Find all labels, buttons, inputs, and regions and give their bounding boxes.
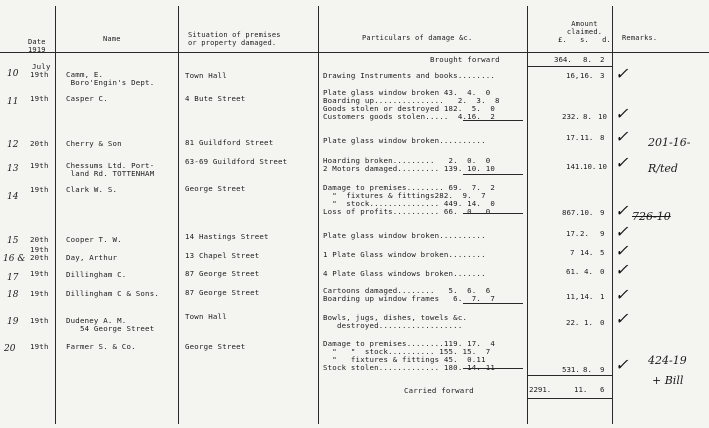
- column-rule-particulars: [527, 6, 528, 424]
- entry-name: Chessums Ltd. Port- land Rd. TOTTENHAM: [66, 161, 155, 178]
- entry-day: 19th: [30, 289, 49, 298]
- entry-day: 19th: [30, 185, 49, 194]
- entry-index: 13: [7, 164, 19, 174]
- entry-name: Day, Arthur: [66, 253, 118, 262]
- entry-name: Camm, E. Boro'Engin's Dept.: [66, 70, 155, 87]
- column-rule-situation: [318, 6, 319, 424]
- entry-name: Dillingham C.: [66, 270, 127, 279]
- entry-name: Dillingham C & Sons.: [66, 289, 159, 298]
- entry-shillings: 10.: [580, 208, 594, 217]
- entry-pounds: 11,: [566, 292, 580, 301]
- entry-particulars: 4 Plate Glass windows broken.......: [323, 269, 486, 278]
- entry-pence: 9: [600, 365, 605, 374]
- checkmark-icon: ✓: [615, 201, 629, 220]
- entry-particulars: Plate glass window broken..........: [323, 136, 486, 145]
- entry-shillings: 14.: [580, 248, 594, 257]
- entry-name: Cherry & Son: [66, 139, 122, 148]
- entry-particulars: Cartoons damaged........ 5. 6. 6 Boarding up window frames 6. 7. 7: [323, 286, 496, 303]
- entry-day: 19th: [30, 269, 49, 278]
- entry-index: 14: [7, 192, 19, 202]
- entry-day: 20th: [30, 235, 49, 244]
- margin-note: R/ted: [648, 162, 678, 175]
- entry-particulars: Hoarding broken......... 2. 0. 0 2 Motors damaged......... 139. 10. 10: [323, 156, 496, 173]
- header-amount: Amount claimed. £. s. d.: [558, 20, 611, 44]
- entry-particulars: Drawing Instruments and books........: [323, 71, 496, 80]
- entry-situation: 63-69 Guildford Street: [185, 157, 288, 166]
- entry-pence: 10: [598, 162, 607, 171]
- entry-day: 20th: [30, 139, 49, 148]
- entry-name: Casper C.: [66, 94, 108, 103]
- entry-shillings: 8.: [583, 112, 592, 121]
- entry-day: 19th 20th: [30, 245, 49, 262]
- entry-situation: Town Hall: [185, 71, 227, 80]
- subtotal-rule: [463, 368, 523, 369]
- entry-pence: 3: [600, 71, 605, 80]
- header-date: Date 1919: [28, 38, 46, 54]
- entry-shillings: 4.: [584, 267, 593, 276]
- subtotal-rule: [463, 213, 523, 214]
- checkmark-icon: ✓: [615, 241, 629, 260]
- margin-note: + Bill: [652, 374, 684, 387]
- margin-note: 424-19: [648, 354, 687, 367]
- brought-forward-pounds: 364.: [554, 55, 572, 64]
- entry-pence: 9: [600, 208, 605, 217]
- checkmark-icon: ✓: [615, 153, 629, 172]
- entry-situation: 13 Chapel Street: [185, 251, 260, 260]
- entry-month: July: [32, 62, 51, 71]
- entry-pence: 1: [600, 292, 605, 301]
- entry-index: 11: [7, 97, 19, 107]
- entry-pounds: 22.: [566, 318, 580, 327]
- carried-forward-pounds: 2291.: [529, 385, 552, 394]
- entry-index: 16 &: [3, 254, 26, 264]
- entry-pounds: 61.: [566, 267, 580, 276]
- entry-situation: Town Hall: [185, 312, 227, 321]
- checkmark-icon: ✓: [615, 222, 629, 241]
- column-rule-name: [178, 6, 179, 424]
- entry-pence: 9: [600, 229, 605, 238]
- checkmark-icon: ✓: [615, 309, 629, 328]
- entry-situation: George Street: [185, 342, 246, 351]
- entry-situation: 4 Bute Street: [185, 94, 246, 103]
- entry-pounds: 17.: [566, 229, 580, 238]
- carried-forward-pence: 6: [600, 385, 605, 394]
- header-situation: Situation of premises or property damaged.: [188, 31, 281, 47]
- checkmark-icon: ✓: [615, 104, 629, 123]
- entry-shillings: 1.: [584, 318, 593, 327]
- header-name: Name: [103, 35, 121, 43]
- entry-pounds: 16,: [566, 71, 580, 80]
- checkmark-icon: ✓: [615, 355, 629, 374]
- subtotal-rule: [463, 303, 523, 304]
- entry-day: 19th: [30, 342, 49, 351]
- entry-index: 19: [7, 317, 19, 327]
- column-rule-amount: [612, 6, 613, 424]
- entry-day: 19th: [30, 161, 49, 170]
- brought-forward-pence: 2: [600, 55, 605, 64]
- brought-forward-shillings: 8.: [583, 55, 592, 64]
- entry-pounds: 232.: [562, 112, 580, 121]
- entry-index: 10: [7, 69, 19, 79]
- entry-pence: 8: [600, 133, 605, 142]
- margin-note: 201-16-: [648, 136, 691, 149]
- margin-note: 726-10: [632, 210, 671, 223]
- entry-situation: 14 Hastings Street: [185, 232, 269, 241]
- entry-pounds: 867.: [562, 208, 580, 217]
- entry-particulars: Plate glass window broken..........: [323, 231, 486, 240]
- entry-name: Dudeney A. M. 54 George Street: [66, 316, 155, 333]
- entry-name: Cooper T. W.: [66, 235, 122, 244]
- entry-shillings: 14.: [580, 292, 594, 301]
- header-remarks: Remarks.: [622, 34, 658, 42]
- entry-index: 12: [7, 140, 19, 150]
- entry-particulars: Bowls, jugs, dishes, towels &c. destroyed..................: [323, 313, 468, 330]
- brought-forward-rule: [527, 66, 612, 67]
- subtotal-rule: [463, 120, 523, 121]
- checkmark-icon: ✓: [615, 64, 629, 83]
- entry-index: 15: [7, 236, 19, 246]
- entry-shillings: 11.: [580, 133, 594, 142]
- entry-day: 19th: [30, 70, 49, 79]
- column-rule-date: [55, 6, 56, 424]
- entry-shillings: 8.: [583, 365, 592, 374]
- entry-pence: 0: [600, 267, 605, 276]
- entry-index: 18: [7, 290, 19, 300]
- entry-index: 17: [7, 273, 19, 283]
- total-rule: [527, 375, 612, 376]
- header-rule: [0, 52, 709, 53]
- entry-pence: 5: [600, 248, 605, 257]
- entry-shillings: 10.: [583, 162, 597, 171]
- checkmark-icon: ✓: [615, 260, 629, 279]
- subtotal-rule: [463, 174, 523, 175]
- entry-pounds: 7: [570, 248, 575, 257]
- entry-day: 19th: [30, 316, 49, 325]
- entry-situation: George Street: [185, 184, 246, 193]
- entry-pence: 10: [598, 112, 607, 121]
- checkmark-icon: ✓: [615, 285, 629, 304]
- entry-shillings: 16.: [580, 71, 594, 80]
- carried-forward-shillings: 11.: [574, 385, 588, 394]
- checkmark-icon: ✓: [615, 127, 629, 146]
- entry-particulars: Damage to premises........119. 17. 4 " " stock.......... 155. 15. 7 " fixtures & fittings 45. 0.11 Stock stolen............. 180. 14. 11: [323, 339, 496, 372]
- entry-particulars: Plate glass window broken 43. 4. 0 Boarding up............... 2. 3. 8 Goods stolen or destroyed 182. 5. 0 Customers goods stolen..... 4.16. 2: [323, 88, 500, 121]
- brought-forward-label: Brought forward: [430, 55, 500, 64]
- entry-name: Clark W. S.: [66, 185, 118, 194]
- entry-pounds: 17.: [566, 133, 580, 142]
- entry-shillings: 2.: [580, 229, 589, 238]
- carried-forward-label: Carried forward: [404, 386, 474, 395]
- entry-pence: 0: [600, 318, 605, 327]
- entry-name: Farmer S. & Co.: [66, 342, 136, 351]
- final-rule: [527, 398, 612, 399]
- entry-particulars: Damage to premises........ 69. 7. 2 " fixtures & fittings282. 9. 7 " stock............... 449. 14. 0 Loss of profits.......... 66. 0. 0: [323, 183, 496, 216]
- entry-day: 19th: [30, 94, 49, 103]
- entry-pounds: 141.: [566, 162, 584, 171]
- entry-situation: 87 George Street: [185, 269, 260, 278]
- entry-particulars: 1 Plate Glass window broken........: [323, 250, 486, 259]
- entry-situation: 87 George Street: [185, 288, 260, 297]
- entry-index: 20: [4, 344, 16, 354]
- header-particulars: Particulars of damage &c.: [362, 34, 473, 42]
- entry-situation: 81 Guildford Street: [185, 138, 274, 147]
- entry-pounds: 531.: [562, 365, 580, 374]
